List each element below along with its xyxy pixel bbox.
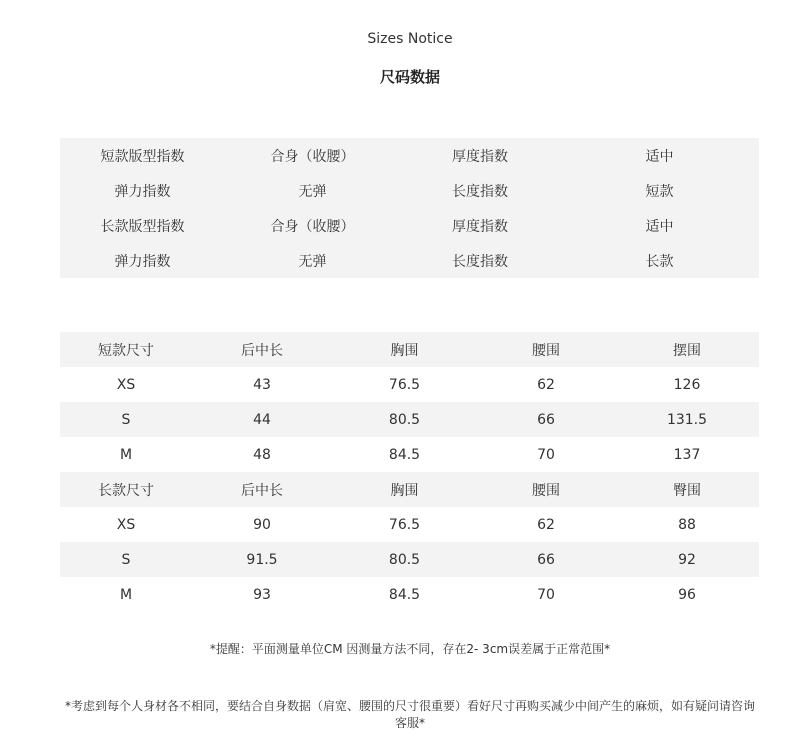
- size-row: [60, 367, 759, 402]
- size-value: 48: [253, 446, 271, 463]
- size-value: 43: [253, 376, 271, 393]
- attribute-label: 短款版型指数: [100, 148, 185, 165]
- size-value: 62: [537, 516, 555, 533]
- size-value: 62: [537, 376, 555, 393]
- attribute-value: 短款: [645, 183, 674, 200]
- attribute-value: 合身（收腰）: [270, 148, 355, 165]
- size-header-cell: 腰围: [532, 482, 560, 499]
- size-label: M: [119, 586, 133, 603]
- size-header-cell: 腰围: [532, 342, 560, 359]
- attribute-value: 合身（收腰）: [270, 218, 355, 235]
- size-row: [60, 542, 759, 577]
- attribute-label: 长度指数: [452, 183, 508, 200]
- attribute-value: 适中: [645, 218, 674, 235]
- size-row: [60, 507, 759, 542]
- size-chart-table: [60, 332, 759, 612]
- size-header-cell: 胸围: [390, 342, 419, 359]
- size-row: [60, 437, 759, 472]
- size-value: 80.5: [388, 411, 421, 428]
- attribute-label: 弹力指数: [114, 253, 171, 270]
- size-value: 76.5: [388, 376, 421, 393]
- size-value: 137: [673, 446, 701, 463]
- sizing-advice-notice: *考虑到每个人身材各不相同，要结合自身数据（肩宽、腰围的尺寸很重要）看好尺寸再购买减少中间产生的麻烦，如有疑问请咨询客服*: [64, 699, 755, 730]
- size-label: S: [121, 411, 131, 428]
- attribute-value: 无弹: [298, 253, 327, 270]
- size-value: 88: [678, 516, 696, 533]
- fit-attributes-table: [60, 138, 759, 278]
- size-row: [60, 402, 759, 437]
- size-value: 92: [678, 551, 696, 568]
- size-value: 70: [537, 446, 555, 463]
- size-header-cell: 后中长: [241, 342, 283, 359]
- attributes-row: [60, 208, 759, 243]
- size-header-row-short: [60, 332, 759, 367]
- attribute-label: 弹力指数: [114, 183, 171, 200]
- size-value: 93: [253, 586, 271, 603]
- size-header-row-long: [60, 472, 759, 507]
- attributes-row: [60, 173, 759, 208]
- attribute-label: 厚度指数: [452, 148, 508, 165]
- size-value: 96: [678, 586, 696, 603]
- size-value: 84.5: [388, 586, 421, 603]
- size-value: 66: [537, 551, 555, 568]
- size-value: 131.5: [666, 411, 708, 428]
- attribute-label: 长款版型指数: [100, 218, 185, 235]
- size-label: S: [121, 551, 131, 568]
- attribute-label: 长度指数: [452, 253, 508, 270]
- size-value: 91.5: [246, 551, 278, 568]
- size-header-cell: 胸围: [390, 482, 419, 499]
- size-header-cell: 后中长: [241, 482, 283, 499]
- attributes-row: [60, 243, 759, 278]
- size-label: XS: [116, 516, 136, 533]
- size-header-cell: 短款尺寸: [98, 342, 154, 359]
- size-value: 44: [253, 411, 271, 428]
- size-value: 70: [537, 586, 555, 603]
- attributes-row: [60, 138, 759, 173]
- size-value: 90: [253, 516, 271, 533]
- size-row: [60, 577, 759, 612]
- size-header-cell: 摆围: [673, 342, 701, 359]
- size-label: M: [119, 446, 133, 463]
- size-value: 66: [537, 411, 555, 428]
- measurement-notice: *提醒：平面测量单位CM 因测量方法不同，存在2- 3cm误差属于正常范围*: [209, 642, 611, 656]
- size-value: 126: [673, 376, 701, 393]
- size-label: XS: [116, 376, 136, 393]
- size-value: 80.5: [388, 551, 421, 568]
- size-data-heading: 尺码数据: [379, 68, 440, 86]
- size-header-cell: 臀围: [673, 482, 701, 499]
- attribute-label: 厚度指数: [452, 218, 508, 235]
- attribute-value: 适中: [645, 148, 674, 165]
- size-value: 76.5: [388, 516, 421, 533]
- size-value: 84.5: [388, 446, 421, 463]
- size-header-cell: 长款尺寸: [98, 482, 154, 499]
- sizes-notice-title: Sizes Notice: [367, 31, 453, 47]
- attribute-value: 长款: [645, 253, 674, 270]
- attribute-value: 无弹: [298, 183, 327, 200]
